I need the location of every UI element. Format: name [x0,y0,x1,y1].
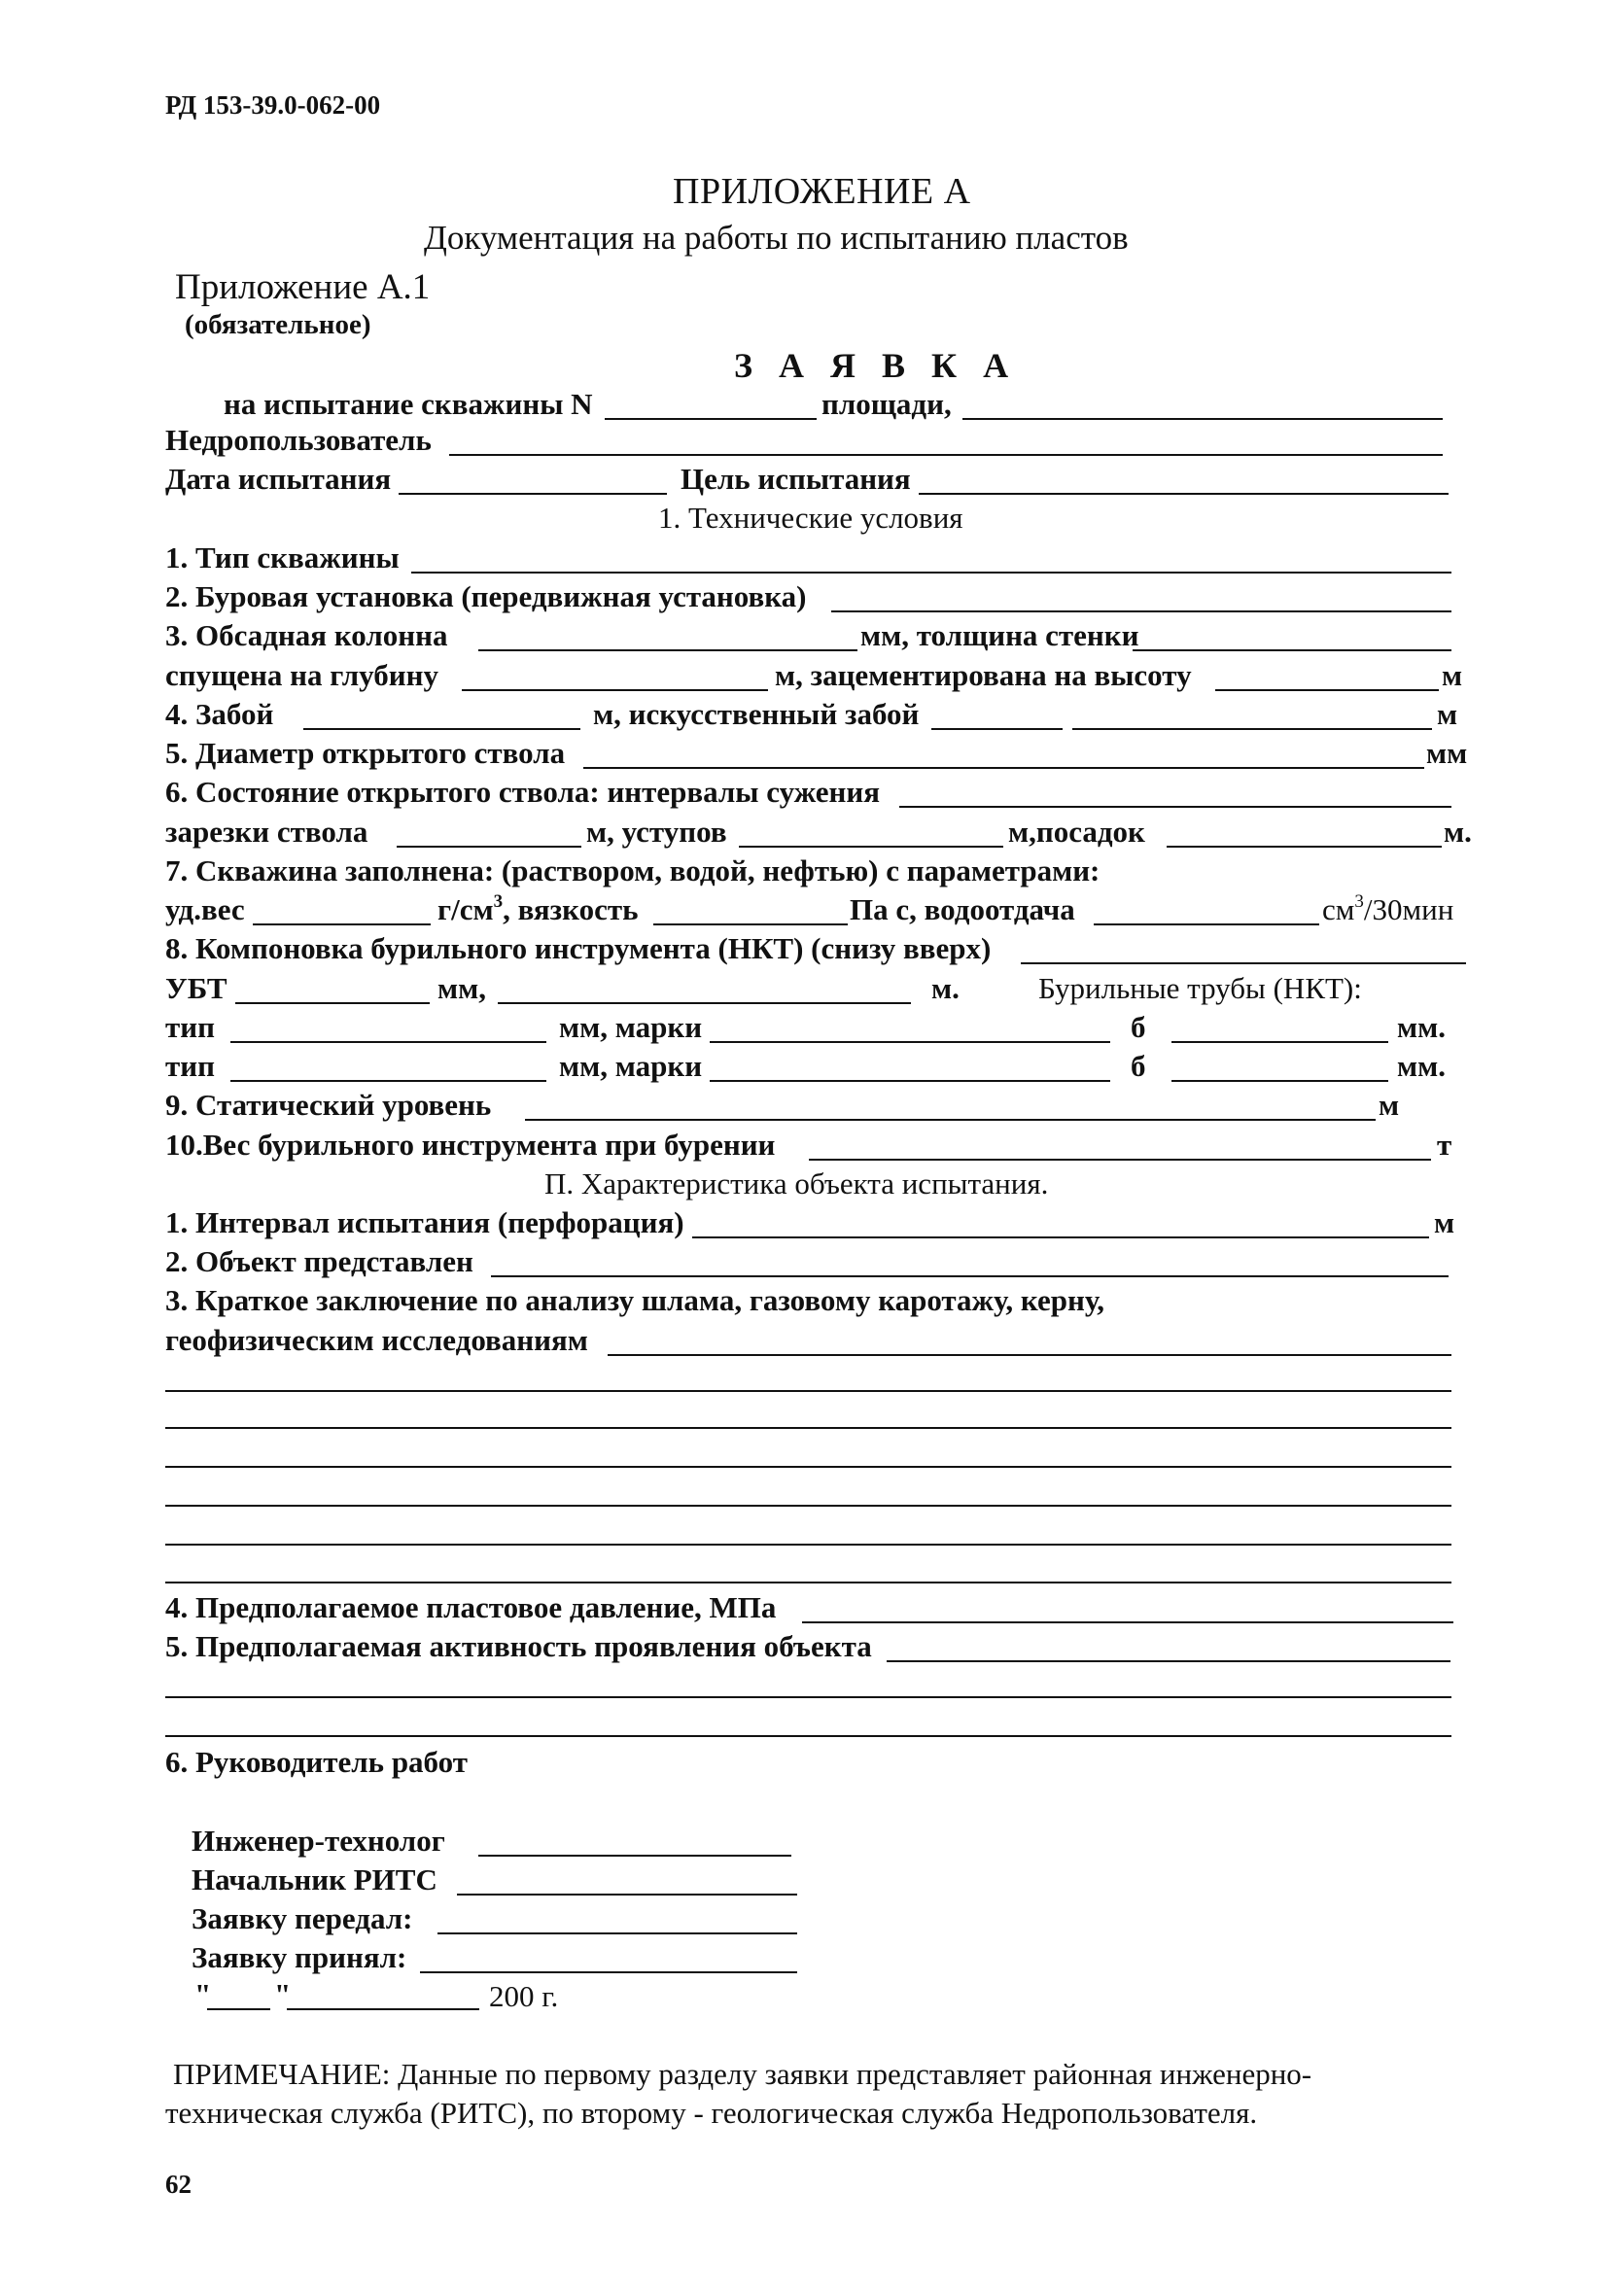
artificial-bottom-label: м, искусственный забой [593,697,920,731]
subsoil-user-blank [449,454,1443,456]
density-blank [253,923,431,925]
note-line-1: ПРИМЕЧАНИЕ: Данные по первому разделу заявки представляет районная инженерно- [173,2057,1312,2091]
chief-signature-blank [457,1894,797,1896]
ubt-label: УБТ [165,971,227,1005]
density-label: уд.вес [165,892,245,926]
b-blank-2 [1171,1080,1388,1082]
bha-blank [1021,962,1466,964]
summary-blank [608,1354,1451,1356]
handed-over-blank [437,1932,797,1934]
test-date-blank [399,493,667,495]
mm-comma-label: мм, [437,971,486,1005]
viscosity-blank [653,923,848,925]
unit-m-dot: м. [931,971,960,1005]
well-number-blank [605,418,817,420]
quote-open: " [194,1977,212,2011]
summary-line-2 [165,1427,1451,1429]
b-label-2: б [1131,1049,1146,1083]
unit-m: м [1437,697,1458,731]
day-blank [207,2008,270,2010]
fluid-loss-label: Па с, водоотдача [850,892,1075,926]
summary-line-4 [165,1505,1451,1507]
note-line-2: техническая служба (РИТС), по второму - геологическая служба Недропользователя. [165,2096,1258,2130]
casing-label: 3. Обсадная колонна [165,618,448,652]
pressure-label: 4. Предполагаемое пластовое давление, МПа [165,1590,777,1624]
object-label: 2. Объект представлен [165,1244,473,1278]
ledges-blank [739,846,1003,848]
type-blank-1 [230,1041,546,1043]
engineer-label: Инженер-технолог [192,1824,445,1858]
appendix-subtitle: Документация на работы по испытанию пластов [424,219,1129,257]
unit-m: м [1379,1088,1400,1122]
section-1-title: 1. Технические условия [658,501,963,535]
pressure-blank [802,1621,1453,1623]
sidetracks-blank [397,846,581,848]
year-label: 200 г. [489,1979,559,2013]
interval-blank [692,1236,1429,1238]
well-type-blank [411,572,1451,574]
activity-line-2 [165,1735,1451,1737]
grade-blank-1 [710,1041,1110,1043]
type-blank-2 [230,1080,546,1082]
drill-pipes-label: Бурильные трубы (НКТ): [1038,971,1362,1005]
open-hole-state-blank [899,806,1451,808]
area-blank [962,418,1443,420]
mm-dot-label-2: мм. [1397,1049,1446,1083]
unit-t: т [1437,1128,1452,1162]
handed-over-label: Заявку передал: [192,1901,413,1935]
drilling-rig-label: 2. Буровая установка (передвижная установка) [165,579,807,613]
b-blank-1 [1171,1041,1388,1043]
activity-line-1 [165,1696,1451,1698]
appendix-title: ПРИЛОЖЕНИЕ А [673,171,971,212]
cemented-label: м, зацементирована на высоту [775,658,1192,692]
run-depth-label: спущена на глубину [165,658,438,692]
unit-m: м [1442,658,1463,692]
unit-mm: мм [1426,736,1468,770]
ledges-label: м, уступов [586,815,727,849]
open-hole-diameter-blank [583,767,1424,769]
test-date-label: Дата испытания [165,462,392,496]
summary-line-6 [165,1582,1451,1583]
cemented-blank [1215,689,1439,691]
open-hole-state-label: 6. Состояние открытого ствола: интервалы сужения [165,775,881,809]
form-title: З А Я В К А [734,346,1018,385]
casing-blank [478,649,857,651]
static-level-label: 9. Статический уровень [165,1088,492,1122]
run-depth-blank [462,689,768,691]
type-label-2: тип [165,1049,215,1083]
grade-label-1: мм, марки [559,1010,703,1044]
fluid-loss-unit: $см^3/30мин$ [1322,890,1454,926]
ubt-blank [235,1002,430,1004]
set-downs-blank [1167,846,1442,848]
well-type-label: 1. Тип скважины [165,540,400,574]
summary-label-1: 3. Краткое заключение по анализу шлама, газовому каротажу, керну, [165,1283,1105,1317]
open-hole-diameter-label: 5. Диаметр открытого ствола [165,736,566,770]
wall-thickness-label: мм, толщина стенки [860,618,1139,652]
sidetracks-label: зарезки ствола [165,815,368,849]
string-weight-label: 10.Вес бурильного инструмента при бурении [165,1128,776,1162]
grade-blank-2 [710,1080,1110,1082]
activity-label: 5. Предполагаемая активность проявления объекта [165,1629,872,1663]
static-level-blank [525,1119,1376,1121]
type-label-1: тип [165,1010,215,1044]
activity-blank [887,1660,1450,1662]
accepted-label: Заявку принял: [192,1940,407,1974]
well-number-label: на испытание скважины N [224,387,593,421]
mm-dot-label-1: мм. [1397,1010,1446,1044]
interval-label: 1. Интервал испытания (перфорация) [165,1205,684,1239]
chief-label: Начальник РИТС [192,1862,437,1896]
artificial-bottom-blank-2 [1072,728,1432,730]
subsoil-user-label: Недропользователь [165,423,432,457]
bottom-blank [303,728,580,730]
engineer-signature-blank [478,1855,791,1857]
wall-thickness-blank [1133,649,1451,651]
test-goal-label: Цель испытания [681,462,911,496]
set-downs-label: м,посадок [1008,815,1145,849]
fluid-loss-blank [1094,923,1319,925]
string-weight-blank [809,1159,1431,1161]
ubt-length-blank [498,1002,911,1004]
requirement-label: (обязательное) [185,309,371,340]
unit-m-dot: м. [1444,815,1472,849]
bottom-label: 4. Забой [165,697,274,731]
drilling-rig-blank [831,610,1451,612]
unit-m: м [1434,1205,1455,1239]
month-blank [287,2008,479,2010]
summary-line-3 [165,1466,1451,1468]
grade-label-2: мм, марки [559,1049,703,1083]
object-blank [491,1275,1449,1277]
section-2-title: П. Характеристика объекта испытания. [544,1166,1049,1200]
supervisor-label: 6. Руководитель работ [165,1745,468,1779]
summary-line-5 [165,1544,1451,1546]
fill-label: 7. Скважина заполнена: (раствором, водой, нефтью) с параметрами: [165,853,1100,887]
summary-line-1 [165,1390,1451,1392]
test-goal-blank [919,493,1449,495]
quote-close: " [274,1977,292,2011]
page-number: 62 [165,2170,192,2199]
appendix-label: Приложение А.1 [175,267,431,307]
artificial-bottom-blank-1 [931,728,1063,730]
bha-label: 8. Компоновка бурильного инструмента (НКТ) (снизу вверх) [165,931,992,965]
document-code: РД 153-39.0-062-00 [165,90,381,120]
density-unit: $г/см^3$, вязкость [437,890,639,926]
area-label: площади, [821,387,952,421]
summary-label-2: геофизическим исследованиям [165,1323,588,1357]
b-label-1: б [1131,1010,1146,1044]
accepted-blank [420,1971,797,1973]
